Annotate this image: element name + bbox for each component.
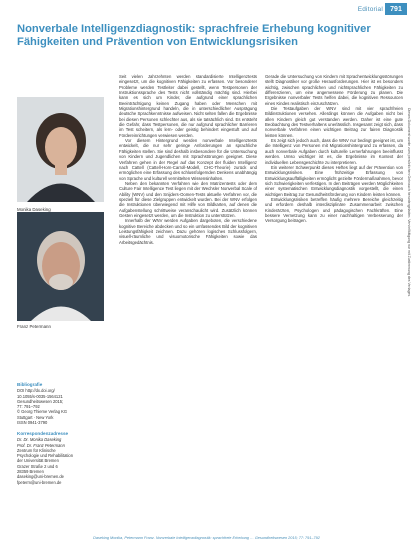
correspondence-line: Psychologie und Rehabilitation [17,453,73,459]
correspondence-heading: Korrespondenzadresse [17,431,69,436]
author-photo-daseking [17,97,104,202]
correspondence-line: Zentrum für Klinische [17,447,56,453]
citation-footer: Daseking Monika, Petermann Franz. Nonverbale Intelligenzdiagnostik: sprachfreie Erhebung … Gesundheitswesen 2015; 77: 791–792 [93,536,320,540]
bibliography-line: DOI http://dx.doi.org/ [17,388,55,394]
body-column-left [119,74,257,524]
bibliography-block [17,382,109,425]
bibliography-heading: Bibliografie [17,382,43,387]
email-link[interactable]: fpeterm@uni-bremen.de [17,479,62,485]
bibliography-line: © Georg Thieme Verlag KG [17,409,68,415]
paragraph: Es zeigt sich jedoch auch, dass die WNV nur bedingt geeignet ist, um die Intelligenz von Personen mit Migrationshintergrund zu erfassen, da auch nonverbale Aufgaben durch kulturelle Lernerfahrungen beeinflusst werden. Umso wichtiger ist es, die Ergebnisse im Kontext der individuellen Lebensgeschichte zu interpretieren. [265,138,403,165]
paragraph: Vor diesem Hintergrund werden nonverbale Intelligenztests entwickelt, die nur sehr geringe Anforderungen an sprachliche Fähigkeiten stellen. Sie sind deshalb insbesondere für die Untersuchung von Kindern und Jugendlichen mit Sprachstörungen geeignet. Diese Verfahren gehen in der Regel auf das Konzept der fluiden Intelligenz nach Cattell (Cattell-Horn-Carroll-Modell, CHC-Theorie) zurück und ermöglichen eine Erfassung des schlussfolgernden Denkens unabhängig von Sprache und kulturell vermittelten Wissensinhalten. [119,138,257,181]
correspondence-line: Grazer Straße 2 und 6 [17,463,58,469]
author-photo-petermann [17,212,104,321]
paragraph: Neben den bekannten Verfahren wie den Matrizentests oder dem Culture Fair Intelligence Test liegen mit der Wechsler Nonverbal Scale of Ability (WNV) und den Snijders-Oomen-Tests aktuelle Verfahren vor, die speziell für diese Zielgruppen entwickelt wurden. Bei der WNV erfolgen die Instruktionen überwiegend mit Hilfe von Bildkarten, auf denen die Aufgabenstellung schrittweise veranschaulicht wird. Zusätzlich können Gesten eingesetzt werden, um die Instruktion zu unterstützen. [119,180,257,218]
correspondence-line: 28359 Bremen [17,469,44,475]
body-column-right [265,74,403,524]
bibliography-line: Stuttgart · New York [17,414,54,420]
correspondence-line: Dr. Dr. Monika Daseking [17,437,62,443]
email-link[interactable]: daseking@uni-bremen.de [17,474,64,480]
portrait-woman-icon [17,97,104,202]
bibliography-line: ISSN 0941-3790 [17,420,48,426]
page-number: 791 [385,3,407,15]
paragraph: Gerade die Untersuchung von Kindern mit Sprachentwicklungsstörungen stellt Diagnostiker vor große Herausforderungen. Hier ist es besonders wichtig, zwischen sprachlichen und nichtsprachlichen Fähigkeiten zu differenzieren, um eine angemessene Förderung zu planen. Die Ergebnisse nonverbaler Tests helfen dabei, die kognitiven Ressourcen eines Kindes realistisch einzuschätzen. [265,74,403,106]
photo-caption: Monika Daseking [17,207,51,212]
portrait-man-icon [17,212,104,321]
bibliography-line: 77: 791–792 [17,404,40,410]
paragraph: Entwicklungsrisiken betreffen häufig mehrere Bereiche gleichzeitig und erfordern deshalb interdisziplinäre Zusammenarbeit zwischen Kinderärzten, Psychologen und pädagogischen Fachkräften. Eine bessere Vernetzung kann zu einer nachhaltigen Verbesserung der Versorgung beitragen. [265,196,403,224]
article-title: Nonverbale Intelligenzdiagnostik: sprachfreie Erhebung kognitiver Fähigkeiten und Prävention von Entwicklungsrisiken [17,23,371,48]
section-label: Editorial [357,6,383,13]
paragraph: Innerhalb der WNV werden Aufgaben dargeboten, die verschiedene kognitive Bereiche abdecken und so ein umfassendes Bild der kognitiven Leistungsfähigkeit zeichnen. Dazu gehören logisches Schlussfolgern, visuell-räumliche und visuomotorische Fähigkeiten sowie das Arbeitsgedächtnis. [119,218,257,245]
download-notice: Dieses Dokument wurde zum persönlichen Gebrauch heruntergeladen. Vervielfältigung nur mit Zustimmung des Verlages. [407,108,411,298]
paragraph: Die Testaufgaben der WNV sind mit vier sprachfreien Bildinstruktionen versehen. Allerdings können die Aufgaben nicht bei allen Kindern gleich gut verstanden werden. Daher ist eine gute Beobachtung des Testverhaltens unerlässlich. Insgesamt zeigt sich, dass nonverbale Verfahren einen wichtigen Beitrag zur fairen Diagnostik leisten können. [265,106,403,138]
correspondence-line: der Universität Bremen [17,458,59,464]
paragraph: Seit vielen Jahrzehnten werden standardisierte Intelligenztests eingesetzt, um die kognitiven Fähigkeiten zu erfassen. Vor besonderer Probleme werden Testleiter dabei gestellt, wenn Testpersonen der Instruktionssprache des Tests nicht vollständig mächtig sind. Hierbei kann es sich um Kinder, die aufgrund einer sprachlichen Beeinträchtigung keinen Zugang haben oder Menschen mit Migrationshintergrund handeln, die in unterschiedlicher Ausprägung deutsche Sprachkenntnisse aufweisen. Nicht selten fallen die Ergebnisse bei diesen Personen schlechter aus, als sie tatsächlich sind. Es entsteht die Gefahr, dass Testpersonen, die nur aufgrund sprachlicher Barrieren im Test scheitern, als lern- oder geistig behindert eingestuft und auf Fördereinrichtungen verwiesen werden. [119,74,257,138]
paragraph: Ein weiterer Schwerpunkt dieses Heftes liegt auf der Prävention von Entwicklungsrisiken. Eine frühzeitige Erfassung von Entwicklungsauffälligkeiten ermöglicht gezielte Fördermaßnahmen, bevor sich Schwierigkeiten verfestigen. In den Beiträgen werden Möglichkeiten einer systematischen Entwicklungsdiagnostik vorgestellt, die einen wichtigen Beitrag zur Gesundheitsförderung von Kindern leisten können. [265,164,403,197]
bibliography-line: 10.1055/s-0035-1564121 [17,393,63,399]
correspondence-block [17,431,109,485]
bibliography-line: Gesundheitswesen 2015; [17,398,64,404]
correspondence-line: Prof. Dr. Franz Petermann [17,442,65,448]
photo-caption: Franz Petermann [17,324,51,329]
